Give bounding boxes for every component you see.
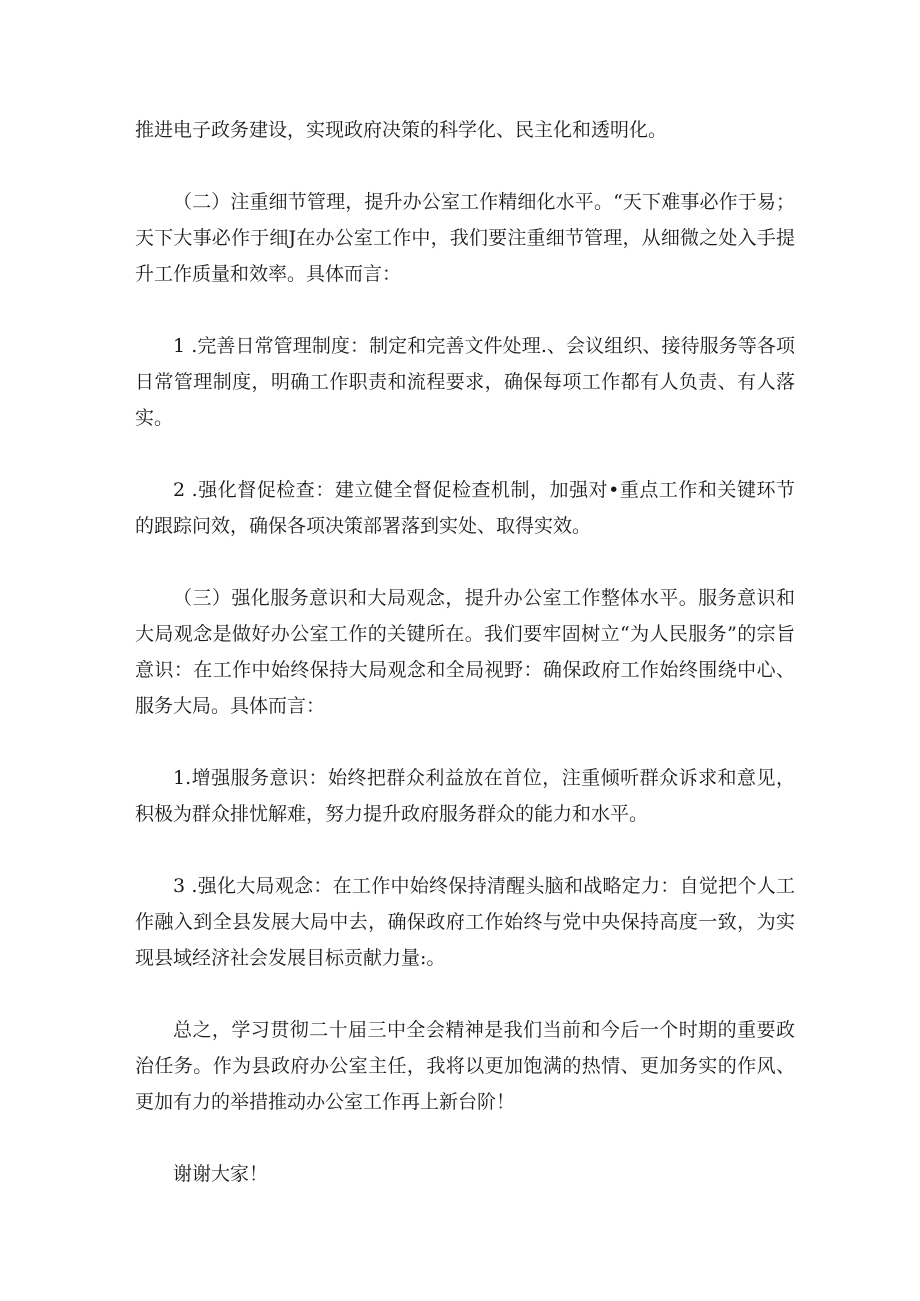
paragraph-item-2: 2 .强化督促检查：建立健全督促检查机制，加强对•重点工作和关键环节的跟踪问效，确保各项决策部署落到实处、取得实效。 [135, 479, 795, 537]
paragraph-item-1: 1 .完善日常管理制度：制定和完善文件处理.、会议组织、接待服务等各项日常管理制度，明确工作职责和流程要求，确保每项工作都有人负责、有人落实。 [135, 335, 795, 429]
paragraph-continuation: 推进电子政务建设，实现政府决策的科学化、民主化和透明化。 [135, 119, 668, 141]
document-body [135, 112, 795, 1192]
paragraph-conclusion: 总之，学习贯彻二十届三中全会精神是我们当前和今后一个时期的重要政治任务。作为县政府办公室主任，我将以更加饱满的热情、更加务实的作风、更加有力的举措推动办公室工作再上新台阶！ [135, 1019, 795, 1113]
paragraph-item-3: 3 .强化大局观念：在工作中始终保持清醒头脑和战略定力：自觉把个人工作融入到全县发展大局中去，确保政府工作始终与党中央保持高度一致，为实现县域经济社会发展目标贡献力量:。 [135, 875, 795, 969]
paragraph-section-3-heading: （三）强化服务意识和大局观念，提升办公室工作整体水平。服务意识和大局观念是做好办公室工作的关键所在。我们要牢固树立“为人民服务”的宗旨意识：在工作中始终保持大局观念和全局视野：确保政府工作始终围绕中心、服务大局。具体而言： [135, 587, 795, 717]
paragraph-section-2-heading: （二）注重细节管理，提升办公室工作精细化水平。“天下难事必作于易；天下大事必作于细J在办公室工作中，我们要注重细节管理，从细微之处入手提升工作质量和效率。具体而言： [135, 191, 795, 285]
paragraph-thanks: 谢谢大家！ [173, 1163, 269, 1185]
paragraph-item-service: 1.增强服务意识：始终把群众利益放在首位，注重倾听群众诉求和意见，积极为群众排忧解难，努力提升政府服务群众的能力和水平。 [135, 767, 795, 825]
